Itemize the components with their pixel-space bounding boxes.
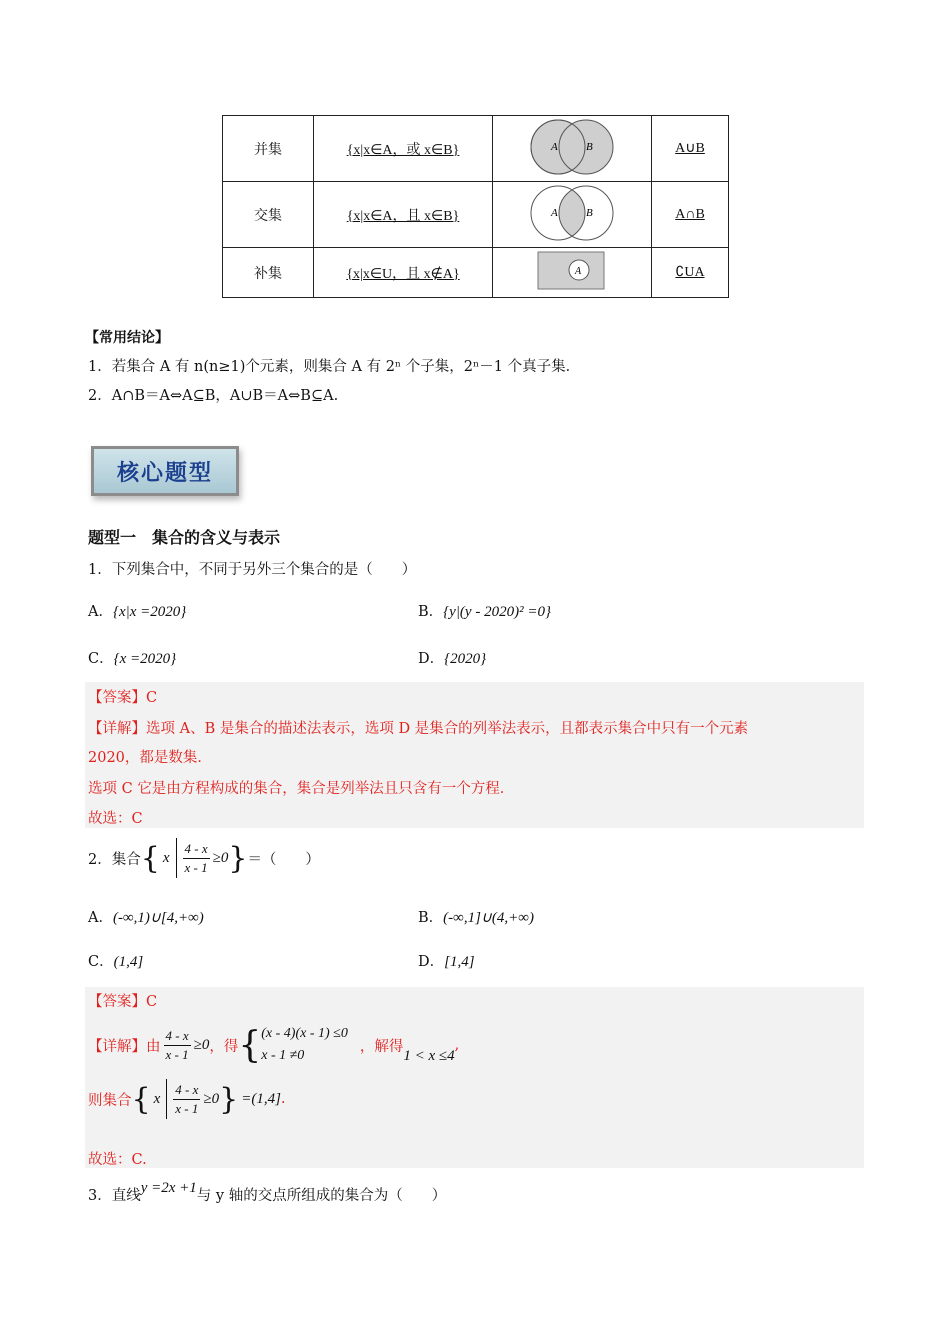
core-topics-badge: 核心题型 xyxy=(91,446,239,496)
q3-equation: y =2x +1 xyxy=(140,1180,197,1196)
q1-answer: 【答案】C xyxy=(88,690,158,706)
fraction-numerator: 4 - x xyxy=(183,840,210,859)
table-row xyxy=(223,182,729,248)
inequality: ≥0 xyxy=(203,1090,220,1107)
fraction-numerator: 4 - x xyxy=(173,1081,200,1100)
option-label: C． xyxy=(88,954,114,970)
q2-conclusion: 故选：C. xyxy=(88,1152,147,1168)
q2-stem: 2．集合 { x $\frac{4 - x}{x - 1}$ ≥0 } ＝（ ） xyxy=(88,838,320,878)
q2-prefix: 2．集合 xyxy=(88,851,141,868)
equation-system xyxy=(261,1023,348,1067)
op-notation: A∩B xyxy=(675,207,705,222)
op-name: 并集 xyxy=(223,116,314,182)
op-notation: A∪B xyxy=(675,141,705,156)
option-math: {x =2020} xyxy=(113,651,177,667)
fraction xyxy=(183,840,210,877)
q2-then-line: 则集合 { x $\frac{4 - x}{x - 1}$ ≥0 } =(1,4] . xyxy=(88,1079,286,1119)
option-label: D． xyxy=(418,954,445,970)
fraction xyxy=(173,1081,200,1118)
q1-detail-2: 2020，都是数集． xyxy=(88,750,212,766)
venn-label-b: B xyxy=(586,206,593,219)
q3-stem xyxy=(88,1180,446,1205)
fraction-denominator: x - 1 xyxy=(184,859,208,875)
table-row xyxy=(223,248,729,298)
option-label: B． xyxy=(418,910,444,926)
q1-detail-3: 选项 C 它是由方程构成的集合，集合是列举法且只含有一个方程． xyxy=(88,781,515,797)
option-math: {2020} xyxy=(444,651,487,667)
option-label: A． xyxy=(88,910,113,926)
op-notation: ∁UA xyxy=(675,265,705,280)
q1-conclusion: 故选：C xyxy=(88,811,143,827)
q1-option-a xyxy=(88,600,186,621)
fraction-numerator: 4 - x xyxy=(164,1027,191,1046)
q1-option-d xyxy=(418,647,486,668)
q2-detail-line: 【详解】由 $\frac{4 - x}{x - 1}$ ≥0 ，得 { (x - 4)(x - 1) ≤0 x - 1 ≠0 ，解得 1 < x ≤4 , xyxy=(88,1024,460,1066)
result: =(1,4] xyxy=(241,1090,281,1107)
venn-complement-diagram xyxy=(537,251,607,291)
bar-divider xyxy=(166,1079,167,1119)
q2-suffix: ＝（ ） xyxy=(247,851,320,868)
q1-detail-1: 【详解】选项 A、B 是集合的描述法表示，选项 D 是集合的列举法表示，且都表示集合中只有一个元素 xyxy=(88,721,749,737)
conclusions-heading: 【常用结论】 xyxy=(85,330,169,346)
q3-prefix: 3．直线 xyxy=(88,1188,141,1204)
venn-label-a: A xyxy=(575,265,582,277)
q2-answer-box xyxy=(85,987,864,1168)
venn-union-diagram xyxy=(522,117,622,177)
conclusion-item-1: 1．若集合 A 有 n(n≥1)个元素，则集合 A 有 2ⁿ 个子集，2ⁿ－1 个真子集． xyxy=(88,359,581,375)
op-description: {x|x∈U，且 x∉A} xyxy=(346,266,460,282)
right-brace-icon: } xyxy=(219,1081,239,1117)
left-brace-icon: { xyxy=(131,1081,151,1117)
inequality: ≥0 xyxy=(193,1036,210,1053)
set-operations-table xyxy=(222,115,729,298)
table-row xyxy=(223,116,729,182)
q2-answer: 【答案】C xyxy=(88,994,158,1010)
op-name: 交集 xyxy=(223,182,314,248)
venn-union xyxy=(493,116,652,182)
venn-intersection-diagram xyxy=(522,183,622,243)
q1-answer-box xyxy=(85,682,864,828)
q2-option-a xyxy=(88,906,204,927)
left-brace-icon: { xyxy=(238,1024,262,1066)
bar-divider xyxy=(176,838,177,878)
inequality: ≥0 xyxy=(212,849,229,866)
option-label: A． xyxy=(88,604,113,620)
q1-stem: 1．下列集合中，不同于另外三个集合的是（ ） xyxy=(88,562,417,578)
venn-label-b: B xyxy=(586,140,593,153)
option-label: B． xyxy=(418,604,444,620)
option-math: (-∞,1]∪(4,+∞) xyxy=(443,910,534,926)
conclusion-item-2: 2．A∩B＝A⇔A⊆B，A∪B＝A⇔B⊆A. xyxy=(88,388,339,404)
fraction xyxy=(164,1027,191,1064)
option-math: [1,4] xyxy=(444,954,475,970)
venn-complement xyxy=(493,248,652,298)
q2-option-d xyxy=(418,950,475,971)
op-description: {x|x∈A，或 x∈B} xyxy=(346,142,460,158)
q2-option-b xyxy=(418,906,534,927)
option-label: D． xyxy=(418,651,445,667)
option-math: {x|x =2020} xyxy=(112,604,187,620)
q1-option-b xyxy=(418,600,551,621)
q3-suffix: 与 y 轴的交点所组成的集合为（ ） xyxy=(196,1188,447,1204)
system-line-2: x - 1 ≠0 xyxy=(261,1048,305,1063)
q2-detail-solve: ，解得 xyxy=(359,1038,404,1055)
fraction-denominator: x - 1 xyxy=(175,1100,199,1116)
option-math: {y|(y - 2020)² =0} xyxy=(443,604,551,620)
venn-intersection xyxy=(493,182,652,248)
venn-label-a: A xyxy=(551,140,558,153)
fraction-denominator: x - 1 xyxy=(165,1046,189,1062)
option-math: (1,4] xyxy=(113,954,144,970)
q1-option-c xyxy=(88,647,176,668)
q2-detail-mid: ，得 xyxy=(209,1038,239,1055)
q2-option-c xyxy=(88,950,143,971)
q2-then-prefix: 则集合 xyxy=(88,1092,132,1109)
op-name: 补集 xyxy=(223,248,314,298)
solution: 1 < x ≤4 xyxy=(403,1047,455,1064)
option-math: (-∞,1)∪[4,+∞) xyxy=(112,910,204,926)
op-description: {x|x∈A，且 x∈B} xyxy=(346,208,460,224)
q2-detail-prefix: 【详解】由 xyxy=(88,1038,161,1055)
left-brace-icon: { xyxy=(140,840,160,876)
section-title: 题型一 集合的含义与表示 xyxy=(88,528,281,547)
right-brace-icon: } xyxy=(228,840,248,876)
system-line-1: (x - 4)(x - 1) ≤0 xyxy=(261,1026,348,1041)
option-label: C． xyxy=(88,651,114,667)
venn-label-a: A xyxy=(551,206,558,219)
